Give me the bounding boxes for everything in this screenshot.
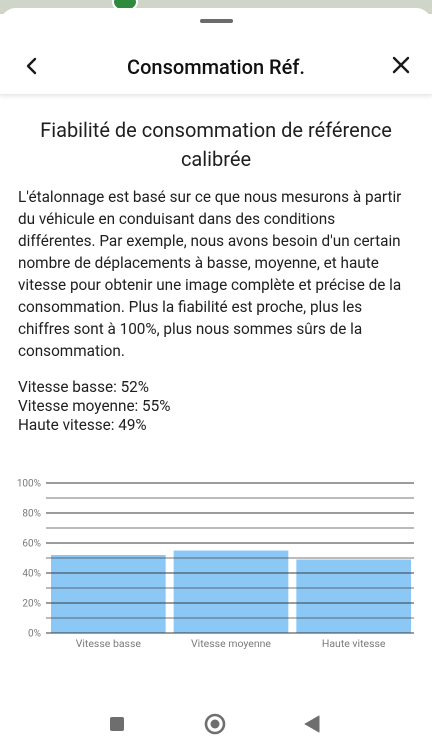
description-text: L'étalonnage est basé sur ce que nous mesurons à partir du véhicule en conduisant dans des conditions différentes. Par exemple, nous avons besoin d'un certain nombre de déplacements à basse, moyenne, et haute vitesse pour obtenir une image complète et précise de la consommation. Plus la fiabilité est proche, plus les chiffres sont à 100%, plus nous sommes sûrs de la consommation.: [18, 188, 402, 360]
chart-y-tick-label: 80%: [22, 508, 41, 520]
chart-y-tick-label: 100%: [16, 478, 41, 490]
sheet-header: [0, 38, 432, 95]
drag-handle[interactable]: [200, 19, 233, 23]
stat-medium-speed: Vitesse moyenne: 55%: [18, 397, 171, 415]
square-icon: [109, 716, 125, 732]
system-navigation-bar: [0, 700, 432, 750]
chart-bar-2: [174, 551, 289, 634]
back-button[interactable]: [20, 54, 44, 78]
home-button[interactable]: [203, 712, 227, 736]
triangle-left-icon: [303, 715, 321, 733]
chart-y-tick-label: 20%: [22, 598, 41, 610]
chevron-left-icon: [25, 57, 39, 75]
page-title: Consommation Réf.: [127, 55, 305, 79]
chart-y-tick-label: 40%: [22, 568, 41, 580]
stats-list: [18, 378, 318, 435]
close-button[interactable]: [388, 52, 414, 78]
stat-low-speed: Vitesse basse: 52%: [18, 378, 149, 396]
chart-y-tick-label: 60%: [22, 538, 41, 550]
chart-x-tick-label: Vitesse basse: [75, 637, 141, 650]
stat-high-speed: Haute vitesse: 49%: [18, 416, 147, 434]
recent-apps-button[interactable]: [105, 712, 129, 736]
reliability-bar-chart: [0, 472, 432, 662]
chart-bar-1: [51, 555, 166, 633]
section-title: Fiabilité de consommation de référence calibrée: [40, 118, 392, 171]
close-icon: [392, 56, 410, 74]
chart-x-tick-label: Vitesse moyenne: [190, 637, 272, 650]
chart-x-tick-label: Haute vitesse: [321, 637, 386, 650]
chart-y-tick-label: 0%: [28, 628, 41, 640]
chart-bar-3: [296, 560, 411, 634]
circle-icon: [204, 713, 226, 735]
system-back-button[interactable]: [300, 712, 324, 736]
